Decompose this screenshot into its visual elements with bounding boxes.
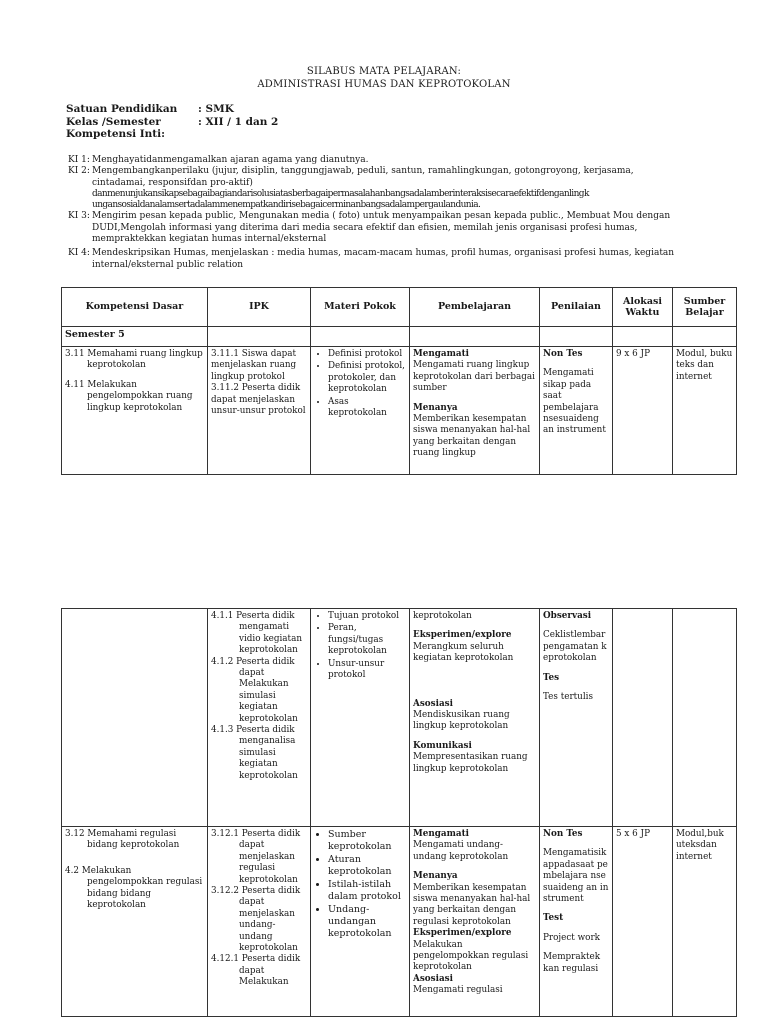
- table-row: [62, 827, 737, 1017]
- alokasi-cell: 5 x 6 JP: [613, 827, 673, 1017]
- col-penilaian: Penilaian: [540, 288, 613, 327]
- ki-3: KI 3: Mengirim pesan kepada public, Mengunakan media ( foto) untuk menyampaikan pesan kepada public., Membuat Mou dengan DUDI,Mengolah informasi yang diterima dari media secara efektif dan efisien, memilah jenis organisasi profesi humas, mempraktekkan kegiatan humas internal/eksternal: [68, 211, 671, 245]
- kompetensi-inti-label: Kompetensi Inti:: [66, 128, 166, 140]
- penilaian-cell: Non Tes Mengamati sikap pada saat pembelajara nsesuaideng an instrument: [540, 347, 613, 475]
- pembelajaran-cell: Mengamati Mengamati ruang lingkup keprotokolan dari berbagai sumber Menanya Memberikan kesempatan siswa menanyakan hal-hal yang berkaitan dengan ruang lingkup: [410, 347, 540, 475]
- sumber-cell: Modul,buk uteksdan internet: [673, 827, 737, 1017]
- sumber-cell: [673, 609, 737, 827]
- table-row: [62, 347, 737, 475]
- syllabus-table: [61, 287, 737, 475]
- ki-1: KI 1: Menghayatidanmengamalkan ajaran agama yang dianutnya.: [68, 155, 369, 165]
- subject-title: ADMINISTRASI HUMAS DAN KEPROTOKOLAN: [257, 79, 511, 90]
- col-kompetensi-dasar: Kompetensi Dasar: [62, 288, 208, 327]
- ipk-cell: 3.11.1 Siswa dapat menjelaskan ruang lingkup protokol 3.11.2 Peserta didik dapat menjelaskan unsur-unsur protokol: [208, 347, 311, 475]
- semester-label: Semester 5: [62, 327, 208, 347]
- list-item: • Definisi protokol: [328, 349, 406, 360]
- alokasi-cell: [613, 609, 673, 827]
- list-item: • Sumber keprotokolan: [328, 829, 406, 853]
- col-ipk: IPK: [208, 288, 311, 327]
- ki-2: KI 2: Mengembangkanperilaku (jujur, disiplin, tanggungjawab, peduli, santun, ramahlingkungan, gotongroyong, kerjasama, cintadamai, responsifdan pro-aktif) danmenunjukansikapsebagaibagiandarisolusiatasberbagaipermasalahanbangsadalamberinteraksisecaraefektifdenganlingk ungansosialdanalamsertadalammenempatkandirisebagaicerminanbangsadalampergaulandunia.: [68, 166, 634, 211]
- semester-row: [62, 327, 737, 347]
- satuan-label: Satuan Pendidikan: [66, 103, 178, 115]
- syllabus-table-continued: [61, 608, 737, 1017]
- penilaian-cell: Non Tes Mengamatisikappadasaat pembelajara nsesuaideng an instrument Test Project work Mempraktek kan regulasi: [540, 827, 613, 1017]
- ki-4: KI 4: Mendeskripsikan Humas, menjelaskan : media humas, macam-macam humas, profil humas, organisasi profesi humas, kegiatan internal/eksternal public relation: [68, 248, 675, 270]
- ipk-cell: 4.1.1 Peserta didik mengamati vidio kegiatan keprotokolan 4.1.2 Peserta didik dapat Melakukan simulasi kegiatan keprotokolan 4.1.3 Peserta didik menganalisa simulasi kegiatan keprotokolan: [208, 609, 311, 827]
- list-item: • Asas keprotokolan: [328, 397, 406, 420]
- kompetensi-inti-list: [68, 155, 700, 271]
- school-info: [66, 103, 278, 141]
- penilaian-cell: Observasi Ceklistlembarpengamatan keprotokolan Tes Tes tertulis: [540, 609, 613, 827]
- kd-cell: 3.11 Memahami ruang lingkup keprotokolan 4.11 Melakukan pengelompokkan ruang lingkup keprotokolan: [62, 347, 208, 475]
- list-item: • Tujuan protokol: [328, 611, 406, 622]
- table-row: [62, 609, 737, 827]
- list-item: • Unsur-unsur protokol: [328, 659, 406, 682]
- table-header-row: [62, 288, 737, 327]
- list-item: • Peran, fungsi/tugas keprotokolan: [328, 623, 406, 657]
- materi-cell: [311, 347, 410, 475]
- materi-cell: [311, 609, 410, 827]
- satuan-value: : SMK: [198, 103, 234, 115]
- kd-cell: 3.12 Memahami regulasi bidang keprotokolan 4.2 Melakukan pengelompokkan regulasi bidang bidang keprotokolan: [62, 827, 208, 1017]
- list-item: • Definisi protokol, protokoler, dan keprotokolan: [328, 361, 406, 395]
- kelas-label: Kelas /Semester: [66, 115, 161, 128]
- ipk-cell: 3.12.1 Peserta didik dapat menjelaskan regulasi keprotokolan 3.12.2 Peserta didik dapat menjelaskan undang-undang keprotokolan 4.12.1 Peserta didik dapat Melakukan: [208, 827, 311, 1017]
- col-alokasi-waktu: Alokasi Waktu: [613, 288, 673, 327]
- col-materi-pokok: Materi Pokok: [311, 288, 410, 327]
- list-item: • Undang-undangan keprotokolan: [328, 904, 406, 940]
- list-item: • Istilah-istilah dalam protokol: [328, 879, 406, 903]
- alokasi-cell: 9 x 6 JP: [613, 347, 673, 475]
- col-sumber-belajar: Sumber Belajar: [673, 288, 737, 327]
- syllabus-title: SILABUS MATA PELAJARAN:: [306, 66, 462, 77]
- col-pembelajaran: Pembelajaran: [410, 288, 540, 327]
- pembelajaran-cell: keprotokolan Eksperimen/explore Merangkum seluruh kegiatan keprotokolan Asosiasi Mendiskusikan ruang lingkup keprotokolan Komunikasi Mempresentasikan ruang lingkup keprotokolan: [410, 609, 540, 827]
- pembelajaran-cell: Mengamati Mengamati undang-undang keprotokolan Menanya Memberikan kesempatan siswa menanyakan hal-hal yang berkaitan dengan regulasi keprotokolan Eksperimen/explore Melakukan pengelompokkan regulasi keprotokolan Asosiasi Mengamati regulasi: [410, 827, 540, 1017]
- kd-cell: [62, 609, 208, 827]
- list-item: • Aturan keprotokolan: [328, 854, 406, 878]
- materi-cell: [311, 827, 410, 1017]
- sumber-cell: Modul, buku teks dan internet: [673, 347, 737, 475]
- kelas-value: : XII / 1 dan 2: [198, 115, 279, 128]
